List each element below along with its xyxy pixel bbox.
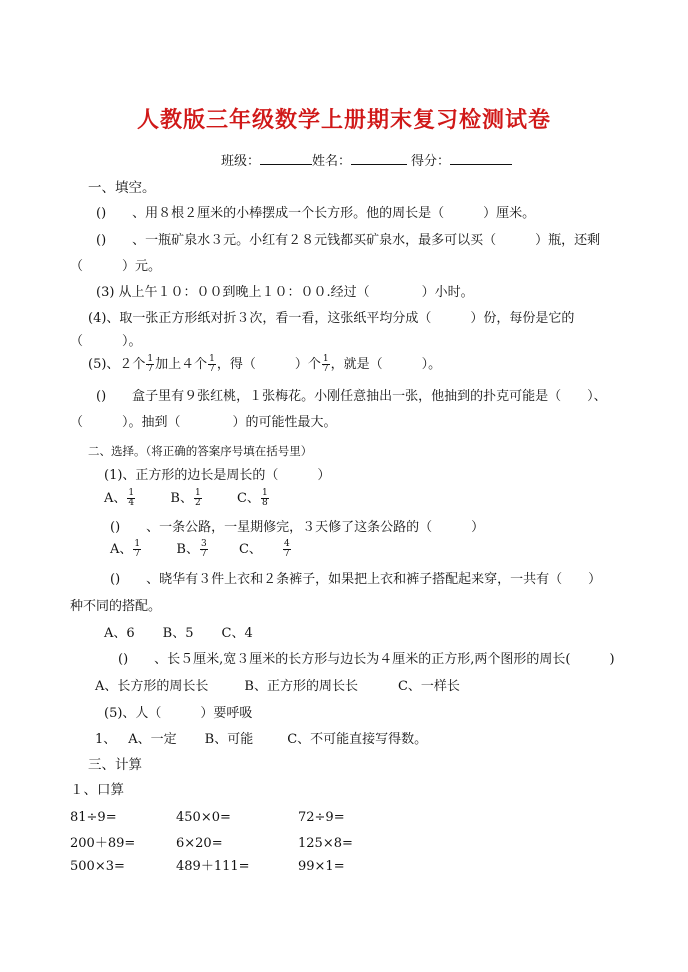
fraction-numerator: 1: [194, 488, 201, 498]
fraction: [283, 540, 291, 559]
question-2-3-line1: () 、晓华有３件上衣和２条裤子，如果把上衣和裤子搭配起来穿，一共有（ ）: [110, 572, 602, 587]
fraction-numerator: 1: [128, 488, 135, 498]
option-c[interactable]: C、不可能直接写得数。: [287, 732, 428, 747]
calc-item: 99×1=: [298, 859, 345, 874]
question-1-5: [88, 354, 441, 376]
q5-mid1: 加上４个: [155, 357, 208, 372]
fraction: [194, 489, 202, 508]
section-heading-multiple-choice: 二、选择。（将正确的答案序号填在括号里）: [88, 444, 313, 458]
option-b[interactable]: B、正方形的周长长: [244, 679, 358, 694]
option-b[interactable]: [176, 539, 208, 559]
fraction-denominator: 8: [261, 498, 268, 508]
question-2-4: () 、长５厘米,宽３厘米的长方形与边长为４厘米的正方形,两个图形的周长( ): [118, 652, 615, 667]
option-b[interactable]: [170, 488, 202, 508]
fraction-denominator: 7: [134, 549, 141, 559]
fraction-numerator: 1: [147, 354, 154, 364]
option-label: B、: [176, 542, 199, 557]
fraction-denominator: 7: [283, 549, 290, 559]
fraction: [208, 355, 216, 374]
question-2-2-options: [110, 538, 292, 562]
question-2-1-options: [104, 488, 270, 510]
question-1-3: (3) 从上午１０：００到晚上１０：００.经过（ ）小时。: [96, 285, 474, 300]
calc-item: 450×0=: [176, 810, 231, 825]
question-1-6-line2: （ ）。抽到（ ）的可能性最大。: [70, 415, 337, 430]
fraction-numerator: 1: [322, 354, 329, 364]
question-1-4-line1: (4)、取一张正方形纸对折３次，看一看，这张纸平均分成（ ）份，每份是它的: [88, 311, 575, 326]
fraction-denominator: 7: [200, 549, 207, 559]
q5-prefix: (5)、２个: [88, 357, 146, 372]
class-blank: [260, 152, 312, 165]
fraction-numerator: 1: [134, 539, 141, 549]
question-1-2-line1: () 、一瓶矿泉水３元。小红有２８元钱都买矿泉水，最多可以买（ ）瓶，还剩: [96, 233, 601, 248]
question-2-5-options: [95, 732, 427, 748]
fraction-numerator: 4: [283, 539, 290, 549]
fraction: [146, 355, 154, 374]
question-2-3-line2: 种不同的搭配。: [70, 599, 162, 614]
fraction: [261, 489, 269, 508]
option-label: A、: [110, 542, 133, 557]
option-c[interactable]: C、4: [221, 626, 253, 641]
fraction-denominator: 7: [209, 364, 215, 374]
fraction: [127, 489, 135, 508]
question-2-2: () 、一条公路，一星期修完，３天修了这条公路的（ ）: [110, 520, 485, 535]
calc-item: 489＋111=: [176, 859, 250, 874]
option-c[interactable]: [238, 539, 292, 559]
option-label: B、: [170, 491, 193, 506]
fraction: [200, 540, 208, 559]
question-1-4-line2: （ ）。: [70, 334, 142, 349]
subsection-mental-math: １、口算: [70, 782, 124, 798]
name-label: 姓名：: [312, 154, 352, 169]
option-label: C、: [238, 542, 262, 557]
option-label: A、: [104, 491, 127, 506]
question-1-2-line2: （ ）元。: [70, 259, 162, 274]
question-2-5: (5)、人（ ）要呼吸: [104, 706, 253, 721]
fraction: [322, 355, 330, 374]
student-info-line: [221, 152, 512, 170]
fraction-denominator: 7: [147, 364, 154, 374]
fraction-denominator: 7: [322, 364, 329, 374]
calc-item: 81÷9=: [70, 810, 117, 825]
q5-mid2: ，得（ ）个: [216, 357, 321, 372]
calc-item: 72÷9=: [298, 810, 345, 825]
option-a[interactable]: [104, 488, 136, 508]
options-prefix: 1、: [95, 732, 117, 747]
fraction-numerator: 3: [200, 539, 207, 549]
question-2-3-options: [104, 626, 253, 642]
section-heading-fill-in: 一、填空。: [88, 180, 156, 196]
option-a[interactable]: A、长方形的周长长: [95, 679, 209, 694]
calc-row: [70, 810, 345, 826]
option-label: C、: [236, 491, 260, 506]
calc-item: 200＋89=: [70, 836, 136, 851]
question-2-1: (1)、正方形的边长是周长的（ ）: [104, 468, 331, 483]
section-heading-calculation: 三、计算: [88, 757, 142, 773]
calc-item: 6×20=: [176, 836, 223, 851]
fraction: [133, 540, 141, 559]
option-a[interactable]: A、一定: [128, 732, 177, 747]
score-blank: [450, 152, 512, 165]
class-label: 班级：: [221, 154, 261, 169]
option-c[interactable]: C、一样长: [397, 679, 460, 694]
fraction-denominator: 2: [194, 498, 201, 508]
name-blank: [351, 152, 407, 165]
page-title: 人教版三年级数学上册期末复习检测试卷: [136, 107, 551, 133]
option-b[interactable]: B、5: [162, 626, 194, 641]
score-label: 得分：: [411, 154, 451, 169]
calc-row: [70, 859, 345, 875]
question-1-1: () 、用８根２厘米的小棒摆成一个长方形。他的周长是（ ）厘米。: [96, 206, 536, 221]
q5-suffix: ，就是（ ）。: [330, 357, 442, 372]
calc-item: 125×8=: [298, 836, 353, 851]
option-a[interactable]: [110, 539, 142, 559]
calc-item: 500×3=: [70, 859, 125, 874]
option-c[interactable]: [236, 488, 270, 508]
option-b[interactable]: B、可能: [204, 732, 254, 747]
calc-row: [70, 836, 353, 852]
question-2-4-options: [95, 679, 460, 695]
option-a[interactable]: A、6: [104, 626, 135, 641]
fraction-numerator: 1: [209, 354, 215, 364]
question-1-6-line1: () 盒子里有９张红桃，１张梅花。小刚任意抽出一张，他抽到的扑克可能是（ ）、: [96, 389, 607, 404]
fraction-numerator: 1: [261, 488, 268, 498]
fraction-denominator: 4: [128, 498, 135, 508]
